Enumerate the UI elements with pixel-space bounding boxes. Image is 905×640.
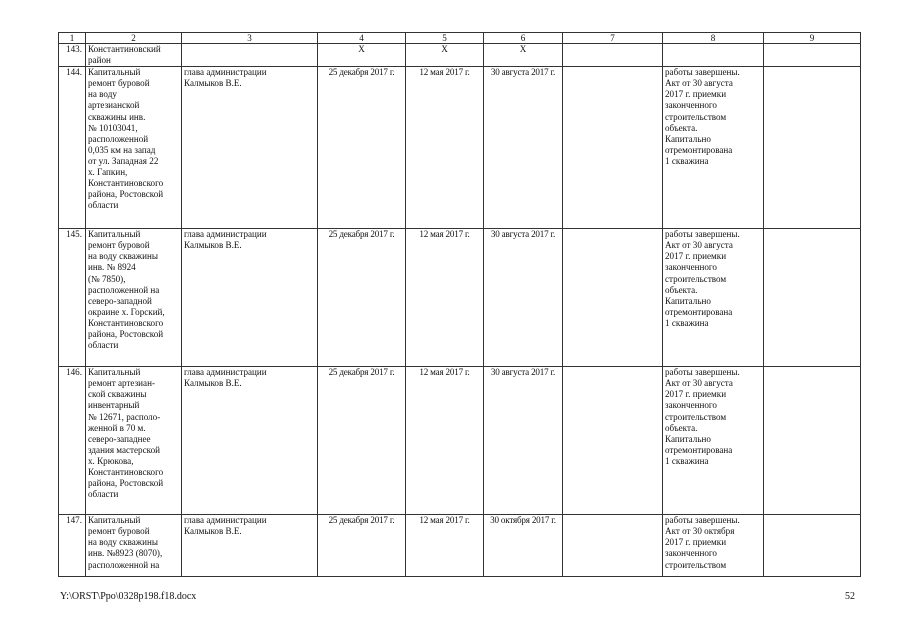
col7-value xyxy=(563,44,663,67)
end-date: 30 октября 2017 г. xyxy=(484,515,563,577)
column-number: 4 xyxy=(318,33,406,44)
responsible-person xyxy=(182,44,318,67)
column-number: 8 xyxy=(663,33,764,44)
event-name: Капитальный ремонт буровой на воду скважины инв. № 8924 (№ 7850), расположенной на северо-западной окраине х. Горский, Константиновского района, Ростовской области xyxy=(86,229,182,367)
result-text: работы завершены. Акт от 30 августа 2017 г. приемки законченного строительством объекта. Капитально отремонтирована 1 скважина xyxy=(663,67,764,229)
start-date: 12 мая 2017 г. xyxy=(406,229,484,367)
page-number: 52 xyxy=(845,591,855,602)
responsible-person: глава администрации Калмыков В.Е. xyxy=(182,229,318,367)
planned-date: 25 декабря 2017 г. xyxy=(318,515,406,577)
table-row xyxy=(59,229,861,367)
col7-value xyxy=(563,229,663,367)
column-number: 9 xyxy=(764,33,861,44)
start-date: 12 мая 2017 г. xyxy=(406,67,484,229)
column-number: 1 xyxy=(59,33,86,44)
column-number-header-row xyxy=(59,33,861,44)
table-row xyxy=(59,515,861,577)
col9-value xyxy=(764,229,861,367)
responsible-person: глава администрации Калмыков В.Е. xyxy=(182,67,318,229)
col5-value: X xyxy=(406,44,484,67)
column-number: 3 xyxy=(182,33,318,44)
col9-value xyxy=(764,367,861,515)
col4-value: X xyxy=(318,44,406,67)
result-text xyxy=(663,44,764,67)
col7-value xyxy=(563,515,663,577)
row-number: 146. xyxy=(59,367,86,515)
start-date: 12 мая 2017 г. xyxy=(406,515,484,577)
end-date: 30 августа 2017 г. xyxy=(484,229,563,367)
planned-date: 25 декабря 2017 г. xyxy=(318,67,406,229)
event-name: Капитальный ремонт буровой на воду артезианской скважины инв. № 10103041, расположенной 0,035 км на запад от ул. Западная 22 х. Гапкин, Константиновского района, Ростовской области xyxy=(86,67,182,229)
column-number: 5 xyxy=(406,33,484,44)
start-date: 12 мая 2017 г. xyxy=(406,367,484,515)
col7-value xyxy=(563,367,663,515)
column-number: 7 xyxy=(563,33,663,44)
result-text: работы завершены. Акт от 30 октября 2017 г. приемки законченного строительством xyxy=(663,515,764,577)
row-number: 147. xyxy=(59,515,86,577)
event-name: Капитальный ремонт артезиан- ской скважины инвентарный № 12671, располо- женной в 70 м. северо-западнее здания мастерской х. Крюкова, Константиновского района, Ростовской области xyxy=(86,367,182,515)
row-number: 145. xyxy=(59,229,86,367)
event-name: Капитальный ремонт буровой на воду скважины инв. №8923 (8070), расположенной на xyxy=(86,515,182,577)
planned-date: 25 декабря 2017 г. xyxy=(318,367,406,515)
planned-date: 25 декабря 2017 г. xyxy=(318,229,406,367)
result-text: работы завершены. Акт от 30 августа 2017 г. приемки законченного строительством объекта. Капитально отремонтирована 1 скважина xyxy=(663,229,764,367)
row-number: 143. xyxy=(59,44,86,67)
table-row xyxy=(59,44,861,67)
col9-value xyxy=(764,67,861,229)
result-text: работы завершены. Акт от 30 августа 2017 г. приемки законченного строительством объекта. Капитально отремонтирована 1 скважина xyxy=(663,367,764,515)
col6-value: X xyxy=(484,44,563,67)
column-number: 2 xyxy=(86,33,182,44)
table-row xyxy=(59,67,861,229)
end-date: 30 августа 2017 г. xyxy=(484,367,563,515)
col7-value xyxy=(563,67,663,229)
responsible-person: глава администрации Калмыков В.Е. xyxy=(182,515,318,577)
event-name: Константиновский район xyxy=(86,44,182,67)
column-number: 6 xyxy=(484,33,563,44)
table-row xyxy=(59,367,861,515)
end-date: 30 августа 2017 г. xyxy=(484,67,563,229)
col9-value xyxy=(764,44,861,67)
row-number: 144. xyxy=(59,67,86,229)
responsible-person: глава администрации Калмыков В.Е. xyxy=(182,367,318,515)
footer-file-path: Y:\ORST\Ppo\0328p198.f18.docx xyxy=(60,591,197,602)
col9-value xyxy=(764,515,861,577)
document-table xyxy=(58,32,861,577)
